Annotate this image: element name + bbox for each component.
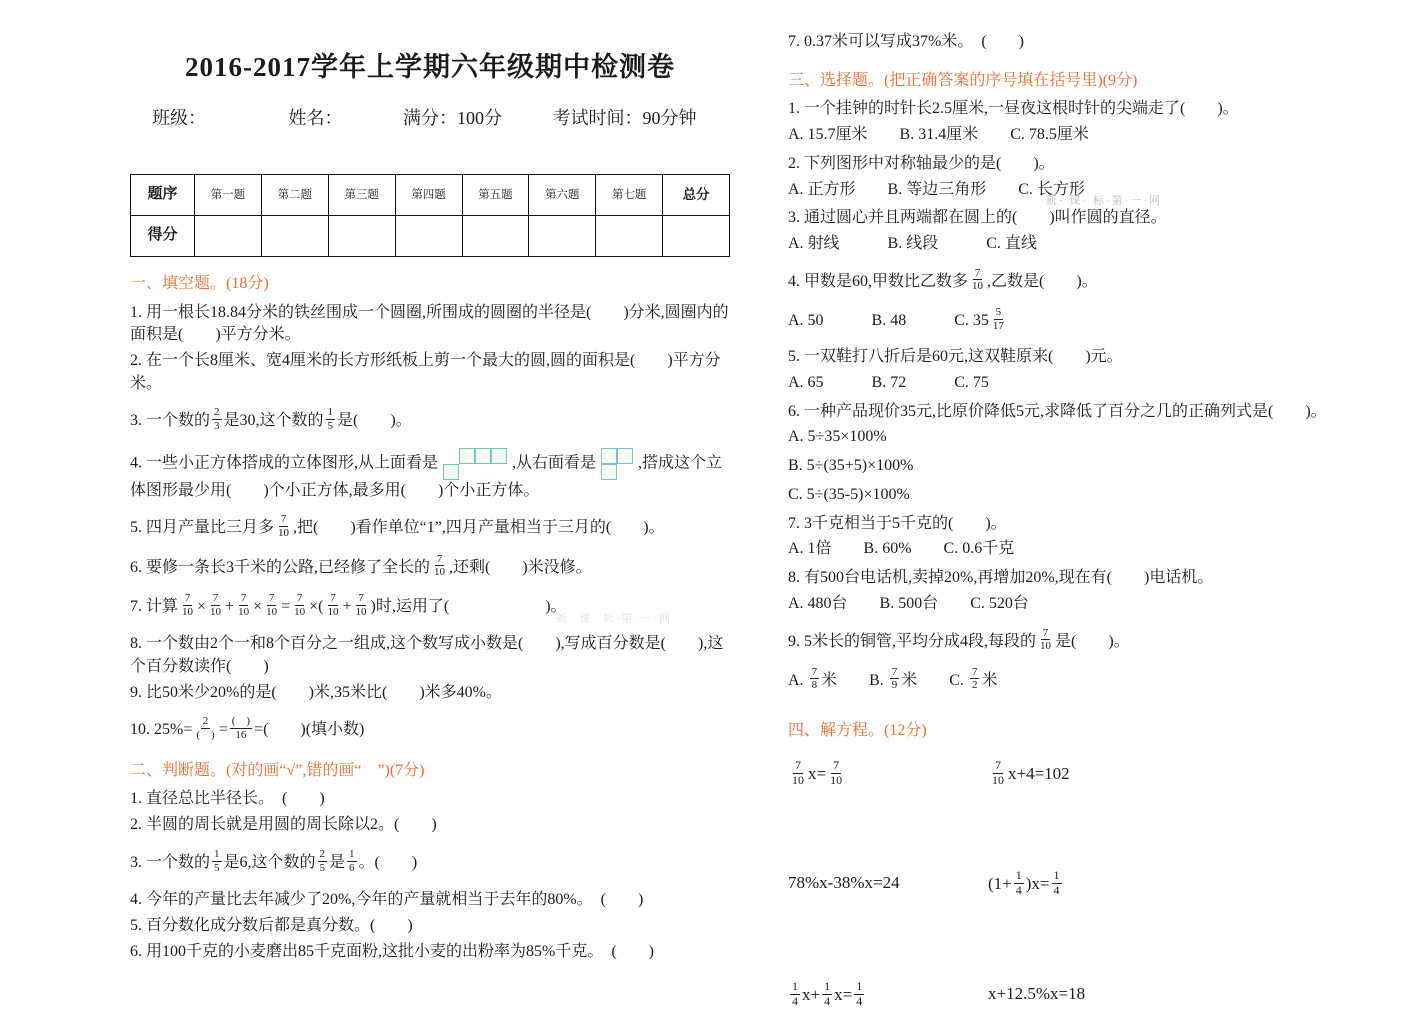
fill-q2: 2. 在一个长8厘米、宽4厘米的长方形纸板上剪一个最大的圆,圆的面积是( )平方分米。 [130,352,721,392]
score-table-cell: 总分 [663,174,730,215]
fill-q6: 6. 要修一条长3千米的公路,已经修了全长的 $\frac{7}{10}$ ,还剩( )米没修。 [130,552,592,579]
choice-q6: 6. 一种产品现价35元,比原价降低5元,求降低了百分之几的正确列式是( )。 [788,402,1327,420]
score-table-header-row [131,174,730,215]
page-title: 2016-2017学年上学期六年级期中检测卷 [185,52,675,82]
section-judge-header: 二、判断题。(对的画“√”,错的画“ ”)(7分) [130,761,425,779]
choice-q1-options: A. 15.7厘米 B. 31.4厘米 C. 78.5厘米 [788,126,1089,144]
judge-q4: 4. 今年的产量比去年减少了20%,今年的产量就相当于去年的80%。 ( ) [130,891,644,909]
score-cell [529,215,596,256]
exam-info [130,106,730,132]
choice-q5-options: A. 65 B. 72 C. 75 [788,374,989,392]
section-choice-header: 三、选择题。(把正确答案的序号填在括号里)(9分) [788,71,1138,89]
choice-q2-options: A. 正方形 B. 等边三角形 C. 长方形 [788,180,1085,198]
cube-top-view-shape [443,448,507,480]
choice-q2: 2. 下列图形中对称轴最少的是( )。 [788,154,1055,172]
choice-q4-options: A. 50 B. 48 C. 35 $\frac{5}{17}$ [788,306,1004,332]
choice-q3: 3. 通过圆心并且两端都在圆上的( )叫作圆的直径。 [788,209,1167,227]
score-table-cell: 第七题 [596,174,663,215]
left-column [130,36,730,966]
judge-q1: 1. 直径总比半径长。 ( ) [130,790,325,808]
choice-q6-option-c: C. 5÷(35-5)×100% [788,485,910,503]
section-solve-header: 四、解方程。(12分) [788,722,927,740]
choice-q6-option-a: A. 5÷35×100% [788,428,887,446]
score-cell [395,215,462,256]
score-table-cell: 第三题 [328,174,395,215]
equation-4: (1+ $\frac{1}{4}$ )x= $\frac{1}{4}$ [988,868,1060,898]
class-label: 班级： [152,108,206,129]
fill-q1: 1. 用一根长18.84分米的铁丝围成一个圆圈,所围成的圆圈的半径是( )分米,圆圈内的面积是( )平方分米。 [130,303,729,344]
judge-q6: 6. 用100千克的小麦磨出85千克面粉,这批小麦的出粉率为85%千克。 ( ) [130,942,654,960]
choice-q8: 8. 有500台电话机,卖掉20%,再增加20%,现在有( )电话机。 [788,569,1214,587]
fill-q9: 9. 比50米少20%的是( )米,35米比( )米多40%。 [130,683,502,701]
fill-q4-text: 4. 一些小正方体搭成的立体图形,从上面看是 [130,454,439,472]
score-cell [462,215,529,256]
equations-grid [788,757,1353,1011]
fill-q8: 8. 一个数由2个一和8个百分之一组成,这个数写成小数是( ),写成百分数是( ),这个百分数读作( ) [130,635,724,676]
judge-q5: 5. 百分数化成分数后都是真分数。( ) [130,916,413,934]
score-table-cell: 第一题 [195,174,262,215]
right-column [788,28,1353,1011]
watermark: 新· 课· 标·第·一·网 [556,613,672,625]
choice-q3-options: A. 射线 B. 线段 C. 直线 [788,235,1037,253]
choice-q5: 5. 一双鞋打八折后是60元,这双鞋原来( )元。 [788,348,1123,366]
name-label: 姓名： [288,108,343,129]
score-cell [195,215,262,256]
choice-q9: 9. 5米长的铜管,平均分成4段,每段的 $\frac{7}{10}$ 是( )。 [788,626,1130,653]
equation-2: $\frac{7}{10}$ x+4=102 [992,757,1070,787]
choice-q8-options: A. 480台 B. 500台 C. 520台 [788,594,1029,612]
cube-right-view-shape [601,448,633,480]
score-table-cell: 第六题 [529,174,596,215]
score-table-cell: 题序 [131,174,195,215]
choice-q6-option-b: B. 5÷(35+5)×100% [788,457,914,475]
score-table-score-row [131,215,730,256]
score-cell [328,215,395,256]
score-row-label: 得分 [131,215,195,256]
exam-time-label: 考试时间：90分钟 [552,108,697,129]
equation-1: $\frac{7}{10}$ x= $\frac{7}{10}$ [792,757,843,787]
fill-q7: 7. 计算 $\frac{7}{10}$ × $\frac{7}{10}$ + $\frac{7}{10}$ × $\frac{7}{10}$ = $\frac{7}{10}$ ×( $\frac{7}{10}$ + $\frac{7}{10}$ )时,运用了( )。 [130,592,567,618]
full-score-label: 满分：100分 [403,108,502,129]
score-cell [663,215,730,256]
fill-q10: 10. 25%= $\frac{2}{( )}$ = $\frac{( )}{16}$ =( )(填小数) [130,715,365,742]
choice-q1: 1. 一个挂钟的时针长2.5厘米,一昼夜这根时针的尖端走了( )。 [788,100,1239,118]
fill-q5: 5. 四月产量比三月多 $\frac{7}{10}$ ,把( )看作单位“1”,四月产量相当于三月的( )。 [130,513,665,540]
fill-q4-text: ,搭成这个立体图形最少用( )个小正方体,最多用( )个小正方体。 [130,454,723,499]
score-table-cell: 第二题 [261,174,328,215]
watermark: 新· 课· 标·第·一·网 [1046,195,1162,207]
score-cell [261,215,328,256]
fill-q3: 3. 一个数的 $\frac{2}{3}$ 是30,这个数的 $\frac{1}{5}$ 是( )。 [130,406,412,433]
judge-q7: 7. 0.37米可以写成37%米。 ( ) [788,33,1024,50]
judge-q2: 2. 半圆的周长就是用圆的周长除以2。( ) [130,816,437,834]
choice-q4: 4. 甲数是60,甲数比乙数多 $\frac{7}{10}$ ,乙数是( )。 [788,266,1098,293]
score-table-cell: 第四题 [395,174,462,215]
choice-q9-options: A. $\frac{7}{8}$ 米 B. $\frac{7}{9}$ 米 C. $\frac{7}{2}$ 米 [788,665,998,692]
judge-q3: 3. 一个数的 $\frac{1}{5}$ 是6,这个数的 $\frac{2}{5}$ 是 $\frac{1}{6}$ 。( ) [130,847,418,874]
fill-q4-text: ,从右面看是 [512,454,597,472]
score-cell [596,215,663,256]
section-fill-header: 一、填空题。(18分) [130,274,269,292]
score-table [130,174,730,257]
equation-6: x+12.5%x=18 [988,983,1086,1003]
choice-q7: 7. 3千克相当于5千克的( )。 [788,514,1007,532]
equation-5: $\frac{1}{4}$ x+ $\frac{1}{4}$ x= $\frac{1}{4}$ [792,978,863,1008]
score-table-cell: 第五题 [462,174,529,215]
equation-3: 78%x-38%x=24 [788,873,900,893]
choice-q7-options: A. 1倍 B. 60% C. 0.6千克 [788,540,1015,558]
fill-q4 [130,448,730,503]
